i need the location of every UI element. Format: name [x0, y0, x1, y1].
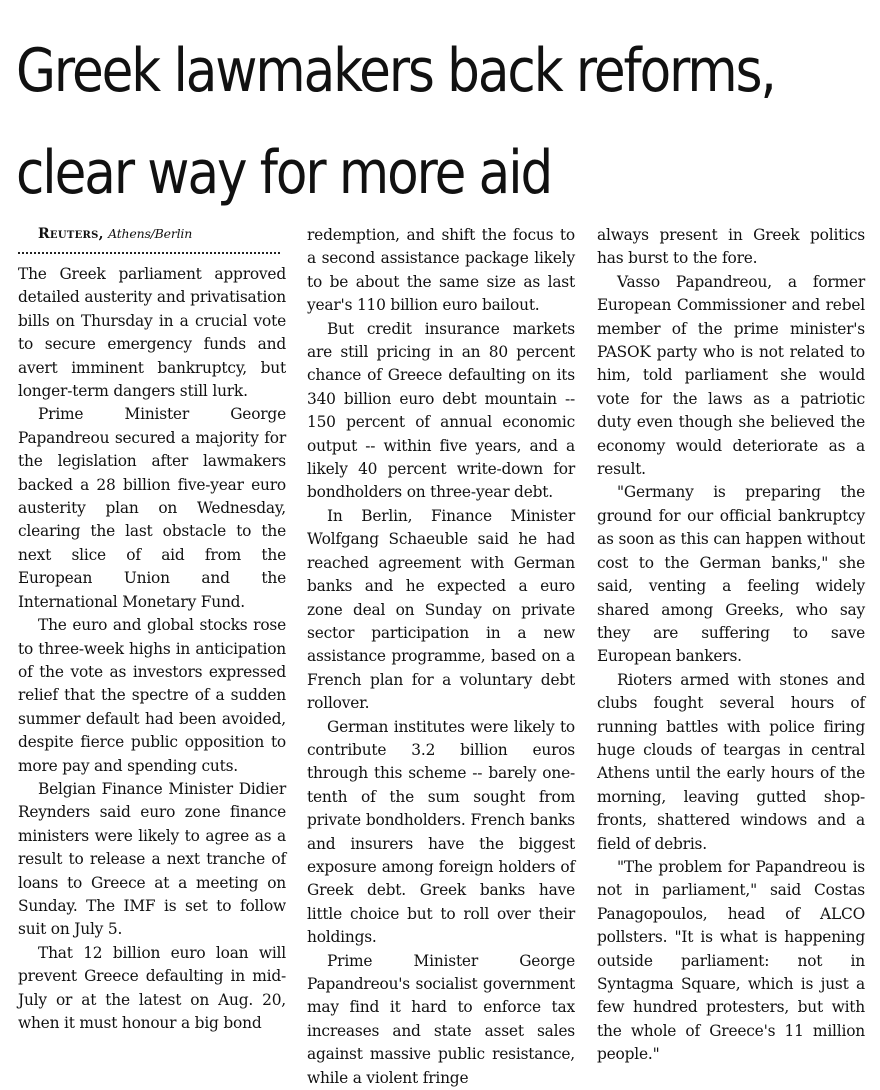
paragraph: Prime Minister George Papandreou's socialist government may find it hard to enforce tax increases and state asset sales against massive public resistance, while a violent fringe	[307, 951, 575, 1087]
paragraph: Rioters armed with stones and clubs fought several hours of running battles with police firing huge clouds of teargas in central Athens until the early hours of the morning, leaving gutted shop-fronts, shattered windows and a field of debris.	[597, 670, 865, 853]
paragraph: The Greek parliament approved detailed austerity and privatisation bills on Thursday in a crucial vote to secure emergency funds and avert imminent bankruptcy, but longer-term dangers still lurk.	[18, 265, 286, 401]
paragraph: That 12 billion euro loan will prevent Greece defaulting in mid-July or at the latest on Aug. 20, when it must honour a big bond	[18, 943, 286, 1032]
paragraph: Belgian Finance Minister Didier Reynders said euro zone finance ministers were likely to agree as a result to release a next tranche of loans to Greece at a meeting on Sunday. The IMF is set to follow suit on July 5.	[18, 779, 286, 939]
headline-line-1: Greek lawmakers back reforms,	[16, 36, 775, 106]
paragraph: "The problem for Papandreou is not in parliament," said Costas Panagopoulos, head of ALCO pollsters. "It is what is happening outside parliament: not in Syntagma Square, which is just a few hundred protesters, but with the whole of Greece's 11 million people."	[597, 857, 865, 1064]
paragraph: In Berlin, Finance Minister Wolfgang Schaeuble said he had reached agreement with German banks and he expected a euro zone deal on Sunday on private sector participation in a new assistance programme, based on a French plan for a voluntary debt rollover.	[307, 506, 575, 713]
byline-agency: Reuters,	[38, 226, 104, 242]
paragraph: redemption, and shift the focus to a second assistance package likely to be about the same size as last year's 110 billion euro bailout.	[307, 226, 575, 315]
article-column-3	[597, 224, 865, 1067]
paragraph: Prime Minister George Papandreou secured a majority for the legislation after lawmakers backed a 28 billion five-year euro austerity plan on Wednesday, clearing the last obstacle to the next slice of aid from the European Union and the International Monetary Fund.	[18, 405, 286, 611]
paragraph: German institutes were likely to contribute 3.2 billion euros through this scheme -- barely one-tenth of the sum sought from private bondholders. French banks and insurers have the biggest exposure among foreign holders of Greek debt. Greek banks have little choice but to roll over their holdings.	[307, 717, 575, 947]
headline-line-2: clear way for more aid	[16, 138, 552, 208]
article-headline	[16, 20, 775, 224]
paragraph: always present in Greek politics has burst to the fore.	[597, 226, 865, 268]
paragraph: Vasso Papandreou, a former European Commissioner and rebel member of the prime minister's PASOK party who is not related to him, told parliament she would vote for the laws as a patriotic duty even though she believed the economy would deteriorate as a result.	[597, 272, 865, 479]
dotted-divider	[18, 252, 280, 254]
paragraph: But credit insurance markets are still pricing in an 80 percent chance of Greece defaulting on its 340 billion euro debt mountain -- 150 percent of annual economic output -- within five years, and a likely 40 percent write-down for bondholders on three-year debt.	[307, 319, 575, 502]
byline-place: Athens/Berlin	[108, 226, 193, 241]
paragraph: The euro and global stocks rose to three-week highs in anticipation of the vote as investors expressed relief that the spectre of a sudden summer default had been avoided, despite fierce public opposition to more pay and spending cuts.	[18, 616, 286, 775]
byline	[18, 224, 286, 244]
article-column-2	[307, 224, 575, 1090]
paragraph: "Germany is preparing the ground for our official bankruptcy as soon as this can happen without cost to the German banks," she said, venting a feeling widely shared among Greeks, who say they are suffering to save European bankers.	[597, 483, 865, 666]
article-column-1	[18, 224, 286, 1035]
